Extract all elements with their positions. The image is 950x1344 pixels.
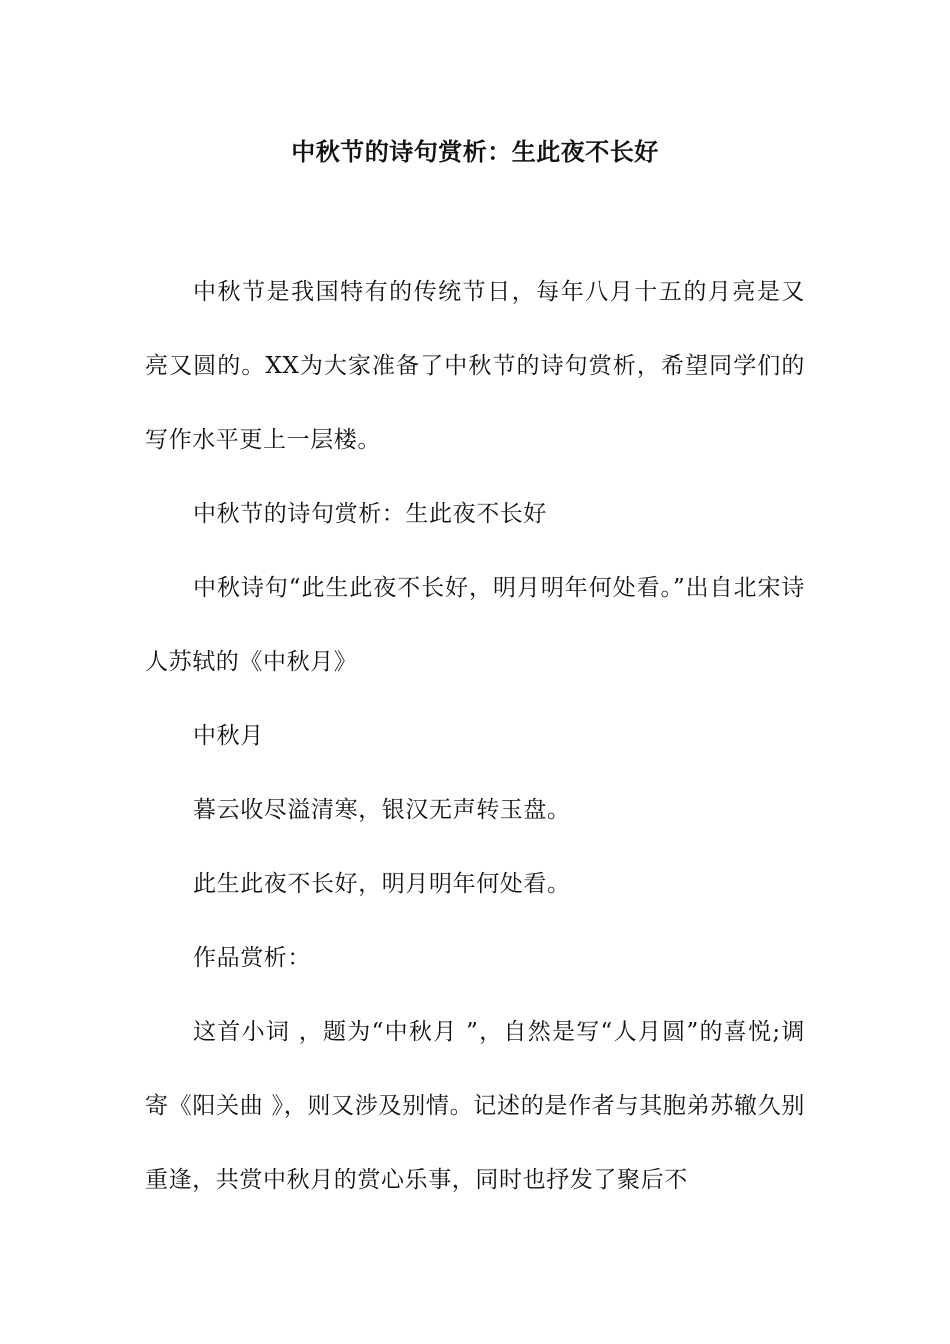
paragraph-source: 中秋诗句“此生此夜不长好，明月明年何处看。”出自北宋诗人苏轼的《中秋月》 [145, 575, 805, 675]
poem-title: 中秋月 [193, 723, 264, 749]
poem-line-1: 暮云收尽溢清寒，银汉无声转玉盘。 [193, 797, 571, 823]
document-body [145, 255, 805, 1217]
poem-line-2: 此生此夜不长好，明月明年何处看。 [193, 871, 571, 897]
appreciation-heading: 作品赏析： [193, 945, 311, 971]
paragraph-intro: 中秋节是我国特有的传统节日，每年八月十五的月亮是又亮又圆的。XX为大家准备了中秋节的诗句赏析，希望同学们的写作水平更上一层楼。 [145, 279, 805, 453]
document-title: 中秋节的诗句赏析：生此夜不长好 [291, 137, 659, 166]
paragraph-subheading: 中秋节的诗句赏析：生此夜不长好 [193, 501, 547, 527]
appreciation-text: 这首小词 ，题为“中秋月 ”，自然是写“人月圆”的喜悦;调寄《阳关曲 》，则又涉及别情。记述的是作者与其胞弟苏辙久别重逢，共赏中秋月的赏心乐事，同时也抒发了聚后不 [145, 1019, 805, 1193]
